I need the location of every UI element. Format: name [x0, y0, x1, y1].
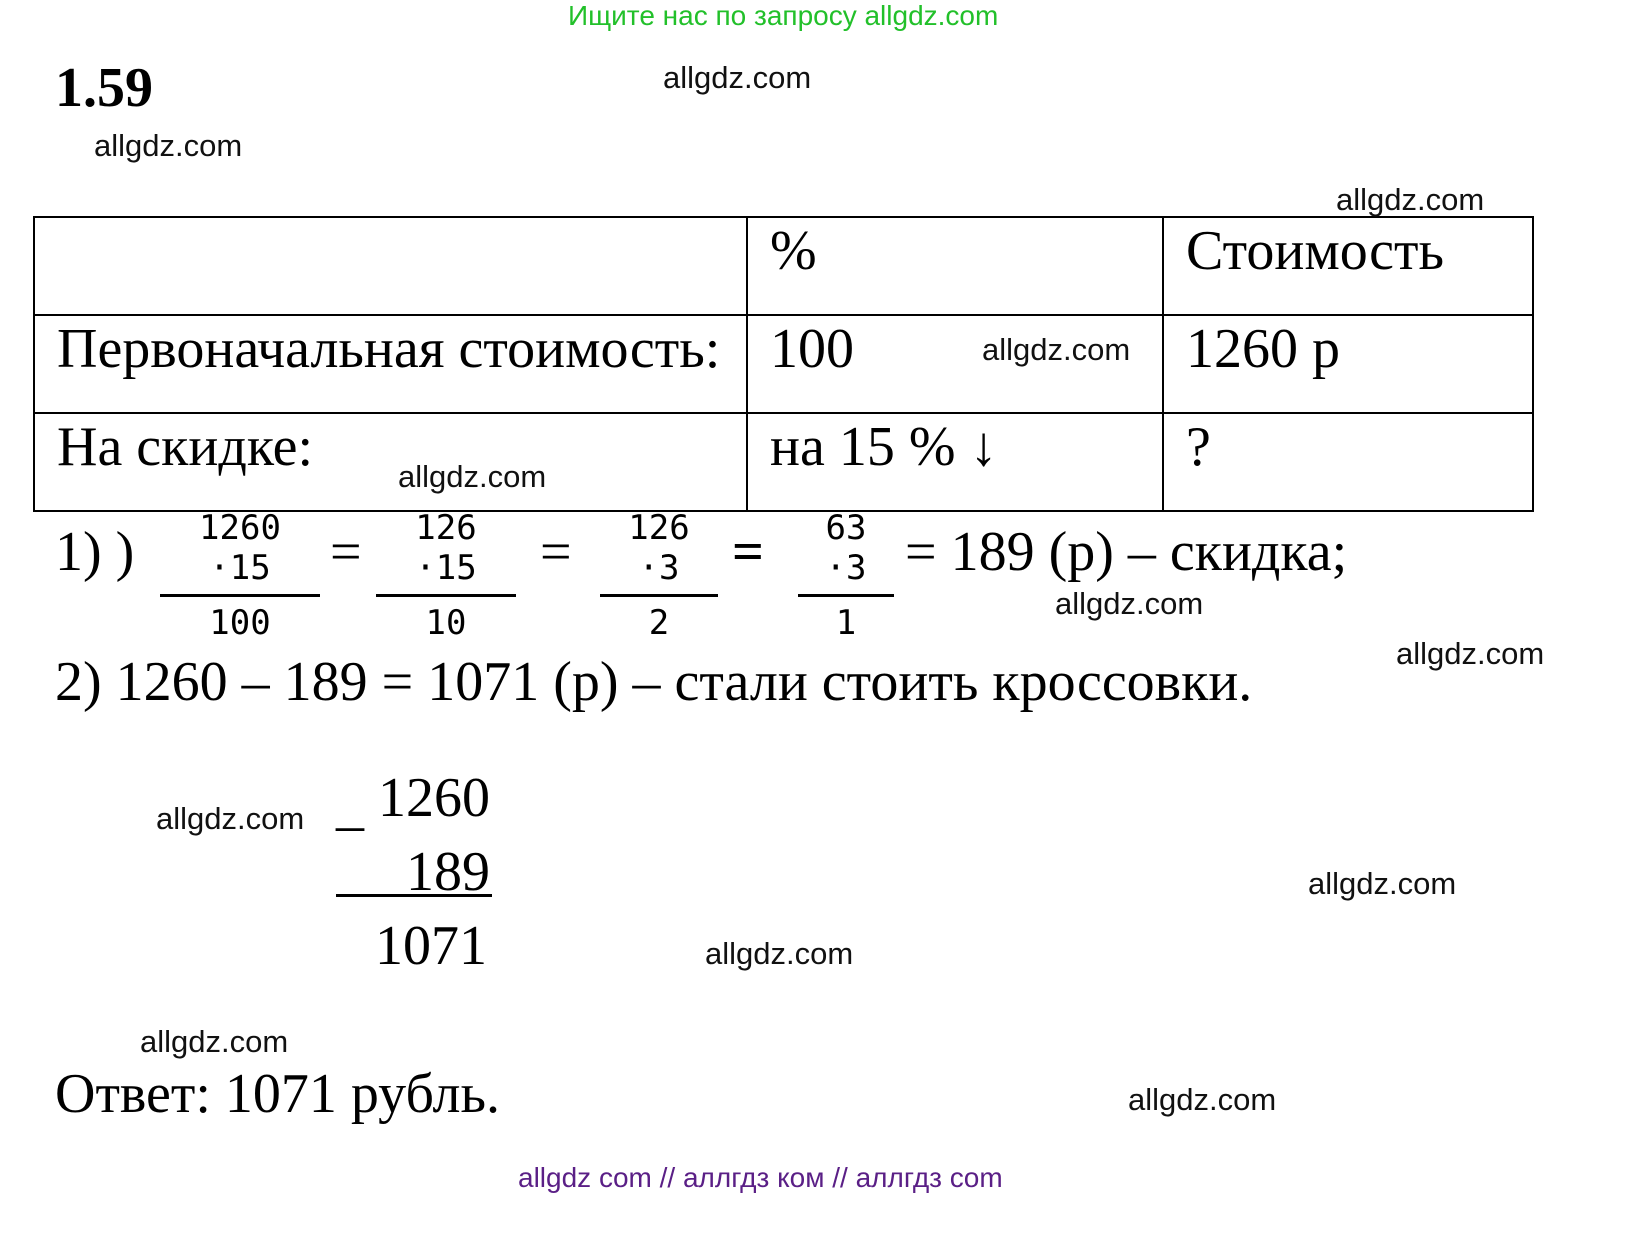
watermark: allgdz.com [140, 1024, 289, 1059]
equals-sign: = [540, 521, 572, 583]
equals-sign: = [732, 521, 764, 583]
watermark: allgdz.com [398, 459, 547, 494]
fraction-bar [600, 594, 718, 597]
minus-sign: _ [336, 775, 364, 837]
watermark: allgdz.com [1055, 586, 1204, 621]
table-cell: ? [1163, 413, 1533, 511]
fraction-bar [376, 594, 516, 597]
watermark: allgdz.com [156, 801, 305, 836]
table-row [34, 315, 1533, 413]
fraction-1 [160, 508, 320, 643]
minuend: 1260 [378, 767, 490, 829]
table-cell: Первоначальная стоимость: [34, 315, 747, 413]
watermark: allgdz.com [1128, 1082, 1277, 1117]
table-cell: Стоимость [1163, 217, 1533, 315]
watermark: allgdz.com [1336, 182, 1485, 217]
fraction-3 [600, 508, 718, 643]
watermark: allgdz.com [705, 936, 854, 971]
table-cell: % [747, 217, 1163, 315]
table-header-row [34, 217, 1533, 315]
fraction-numerator: 126 ·3 [628, 508, 690, 588]
equals-sign: = [330, 521, 362, 583]
fraction-numerator: 1260 ·15 [199, 508, 281, 588]
answer-text: Ответ: 1071 рубль. [55, 1063, 501, 1125]
fraction-denominator: 100 [209, 603, 271, 643]
top-banner: Ищите нас по запросу allgdz.com [568, 0, 999, 31]
step1-result: = 189 (р) – скидка; [905, 521, 1348, 583]
table-cell [34, 217, 747, 315]
subtrahend: 189 [406, 841, 490, 903]
fraction-bar [798, 594, 894, 597]
watermark: allgdz.com [663, 60, 812, 95]
fraction-2 [376, 508, 516, 643]
fraction-denominator: 2 [648, 603, 670, 643]
watermark: allgdz.com [982, 332, 1131, 367]
footer-banner: allgdz com // аллгдз ком // аллгдз com [518, 1162, 1003, 1193]
step2-text: 2) 1260 – 189 = 1071 (р) – стали стоить кроссовки. [55, 651, 1253, 713]
watermark: allgdz.com [1308, 866, 1457, 901]
fraction-4 [798, 508, 894, 643]
subtraction-line [336, 894, 492, 897]
table-row [34, 413, 1533, 511]
data-table [33, 216, 1534, 512]
fraction-numerator: 63 ·3 [825, 508, 867, 588]
fraction-numerator: 126 ·15 [415, 508, 477, 588]
table-cell: 100 [747, 315, 1163, 413]
step1-prefix: 1) ) [55, 521, 135, 583]
difference: 1071 [375, 915, 487, 977]
watermark: allgdz.com [1396, 636, 1545, 671]
problem-number: 1.59 [55, 57, 153, 119]
fraction-bar [160, 594, 320, 597]
fraction-denominator: 10 [425, 603, 467, 643]
fraction-denominator: 1 [835, 603, 857, 643]
table-cell: 1260 р [1163, 315, 1533, 413]
watermark: allgdz.com [94, 128, 243, 163]
table-cell: на 15 % ↓ [747, 413, 1163, 511]
table-cell: На скидке: [34, 413, 747, 511]
